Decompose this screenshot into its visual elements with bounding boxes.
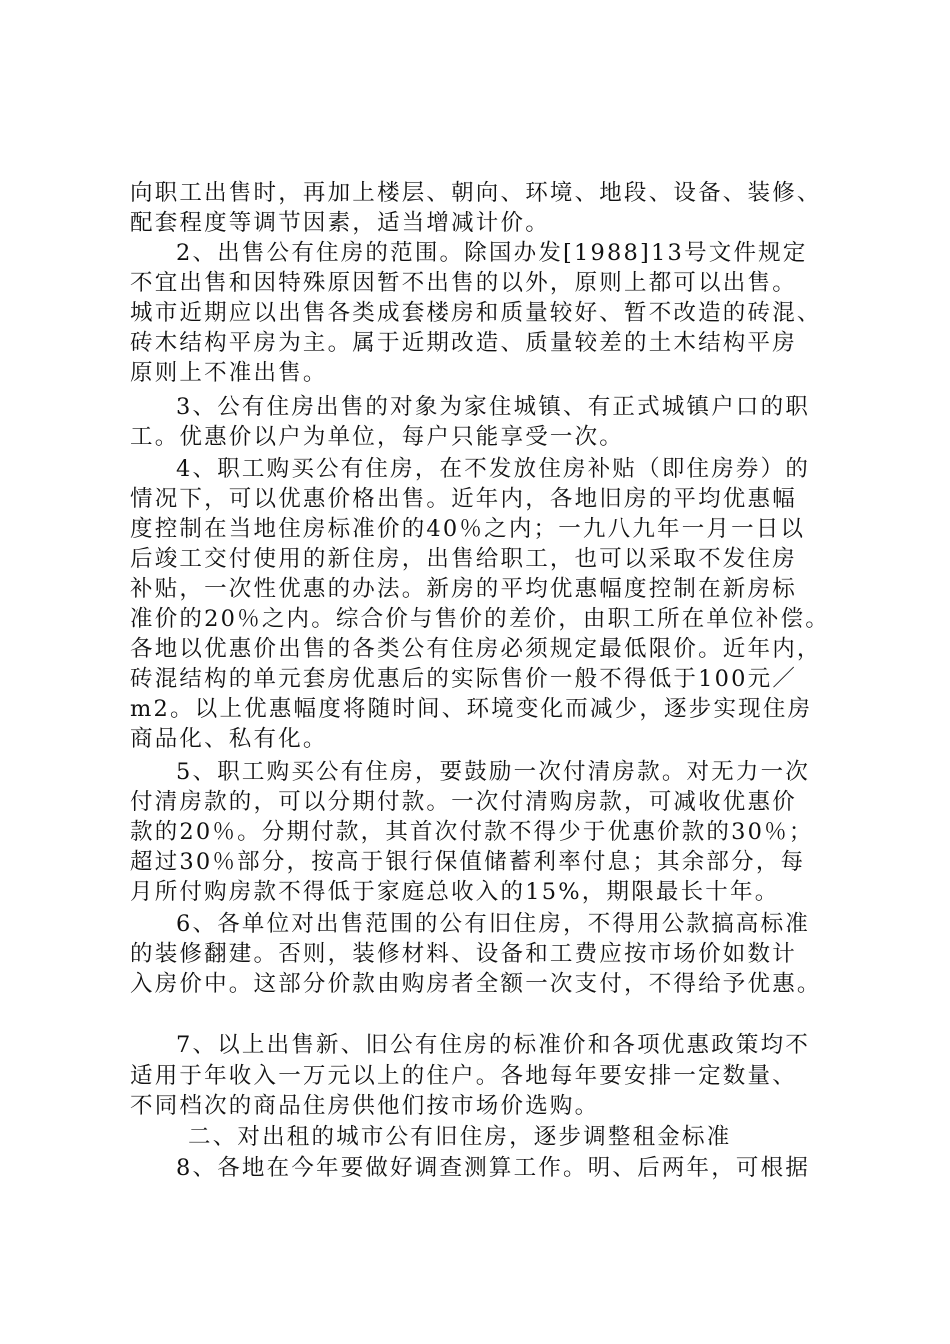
paragraph-7-start: 7、以上出售新、旧公有住房的标准价和各项优惠政策均不 bbox=[176, 1032, 811, 1058]
text-line: m2。以上优惠幅度将随时间、环境变化而减少，逐步实现住房 bbox=[130, 696, 813, 722]
text-line: 城市近期应以出售各类成套楼房和质量较好、暂不改造的砖混、 bbox=[130, 300, 822, 326]
text-line: 月所付购房款不得低于家庭总收入的15%，期限最长十年。 bbox=[130, 879, 780, 905]
paragraph-2-start: 2、出售公有住房的范围。除国办发[1988]13号文件规定 bbox=[176, 240, 808, 266]
paragraph-5-start: 5、职工购买公有住房，要鼓励一次付清房款。对无力一次 bbox=[176, 759, 811, 785]
text-line: 的装修翻建。否则，装修材料、设备和工费应按市场价如数计 bbox=[130, 941, 797, 967]
text-line: 砖木结构平房为主。属于近期改造、质量较差的土木结构平房 bbox=[130, 330, 797, 356]
paragraph-4-start: 4、职工购买公有住房，在不发放住房补贴（即住房券）的 bbox=[176, 456, 811, 482]
text-line: 不宜出售和因特殊原因暂不出售的以外，原则上都可以出售。 bbox=[130, 270, 797, 296]
text-line: 向职工出售时，再加上楼层、朝向、环境、地段、设备、装修、 bbox=[130, 180, 822, 206]
text-line: 情况下，可以优惠价格出售。近年内，各地旧房的平均优惠幅 bbox=[130, 486, 797, 512]
text-line: 工。优惠价以户为单位，每户只能享受一次。 bbox=[130, 424, 625, 450]
text-line: 后竣工交付使用的新住房，出售给职工，也可以采取不发住房 bbox=[130, 546, 797, 572]
text-line: 准价的20％之内。综合价与售价的差价，由职工所在单位补偿。 bbox=[130, 606, 830, 632]
text-line: 原则上不准出售。 bbox=[130, 360, 328, 386]
text-line: 度控制在当地住房标准价的40％之内；一九八九年一月一日以 bbox=[130, 516, 806, 542]
text-line: 补贴，一次性优惠的办法。新房的平均优惠幅度控制在新房标 bbox=[130, 576, 797, 602]
text-line: 适用于年收入一万元以上的住户。各地每年要安排一定数量、 bbox=[130, 1063, 797, 1089]
text-line: 配套程度等调节因素，适当增减计价。 bbox=[130, 210, 550, 236]
text-line: 各地以优惠价出售的各类公有住房必须规定最低限价。近年内， bbox=[130, 636, 822, 662]
paragraph-8-start: 8、各地在今年要做好调查测算工作。明、后两年，可根据 bbox=[176, 1155, 811, 1181]
paragraph-3-start: 3、公有住房出售的对象为家住城镇、有正式城镇户口的职 bbox=[176, 394, 811, 420]
text-line: 商品化、私有化。 bbox=[130, 726, 328, 752]
text-line: 超过30％部分，按高于银行保值储蓄利率付息；其余部分，每 bbox=[130, 849, 806, 875]
paragraph-6-start: 6、各单位对出售范围的公有旧住房，不得用公款搞高标准 bbox=[176, 911, 811, 937]
text-line: 入房价中。这部分价款由购房者全额一次支付，不得给予优惠。 bbox=[130, 971, 822, 997]
text-line: 付清房款的，可以分期付款。一次付清购房款，可减收优惠价 bbox=[130, 789, 797, 815]
text-line: 不同档次的商品住房供他们按市场价选购。 bbox=[130, 1093, 600, 1119]
text-line: 砖混结构的单元套房优惠后的实际售价一般不得低于100元／ bbox=[130, 666, 798, 692]
text-line: 款的20％。分期付款，其首次付款不得少于优惠价款的30％； bbox=[130, 819, 814, 845]
section-heading: 二、对出租的城市公有旧住房，逐步调整租金标准 bbox=[188, 1124, 732, 1150]
